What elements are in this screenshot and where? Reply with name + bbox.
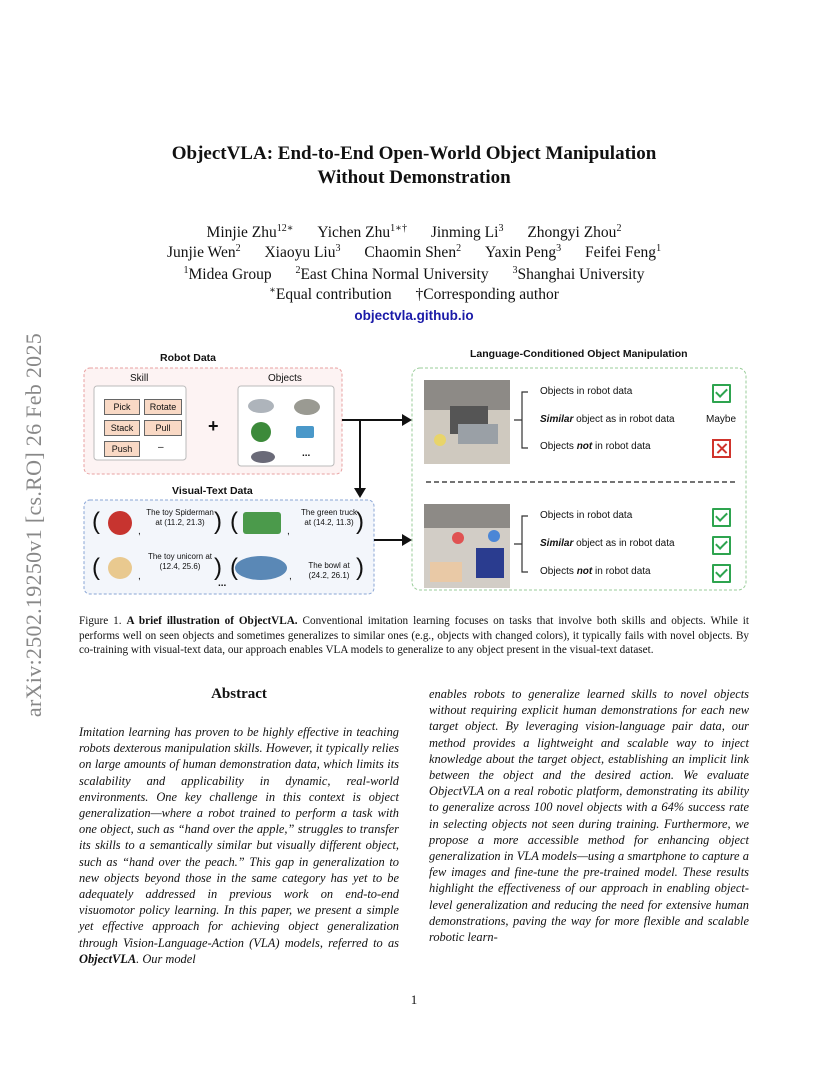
author: Chaomin Shen$^2$ [364, 243, 462, 262]
author: Yichen Zhu$^{1∗\dagger}$ [317, 223, 407, 242]
author: Jinming Li$^3$ [430, 223, 504, 242]
goggles-object [251, 451, 275, 463]
affiliation: $^1$Midea Group [183, 265, 272, 284]
bottom-row-3: Objects not in robot data [540, 566, 651, 577]
skill-dash: – [158, 442, 164, 453]
arrow-head-top [402, 414, 412, 426]
vt-ellipsis: ... [218, 578, 227, 589]
check-icon [712, 536, 731, 555]
check-icon [712, 384, 731, 403]
paper-title-line-1: ObjectVLA: End-to-End Open-World Object Manipulation [171, 143, 657, 164]
vt-comma: , [287, 526, 290, 537]
arrow-head-down [354, 488, 366, 498]
paper-title-line-2: Without Demonstration [317, 167, 511, 188]
vt-comma: , [289, 571, 292, 582]
paren-open: ( [230, 554, 238, 581]
author: Zhongyi Zhou$^2$ [527, 223, 622, 242]
check-icon [712, 564, 731, 583]
project-url-link[interactable]: objectvla.github.io [354, 308, 474, 323]
figure-connectors [0, 340, 828, 610]
skill-label: Skill [130, 373, 149, 384]
objects-box [238, 386, 334, 466]
vt-comma: , [138, 571, 141, 582]
paren-close: ) [214, 508, 222, 535]
figure-caption: Figure 1. A brief illustration of ObjectVLA. Conventional imitation learning focuses on tasks that involve both skills and objects. While it performs well on seen objects and sometimes generalizes to similar ones (e.g., objects with changed colors), it typically fails with novel objects. By co-training with visual-text data, our approach enables VLA models to generalize to any object present in the visual-text dataset. [79, 615, 750, 656]
truck-image [243, 512, 281, 534]
top-row-1: Objects in robot data [540, 386, 633, 397]
spiderman-image [108, 511, 132, 535]
visual-text-title: Visual-Text Data [172, 485, 253, 497]
unicorn-image [108, 557, 132, 579]
car-object [248, 399, 274, 413]
skill-pull: Pull [144, 420, 182, 436]
watermelon-object [251, 422, 271, 442]
paren-open: ( [92, 508, 100, 535]
skill-stack: Stack [104, 420, 140, 436]
page-number: 1 [410, 992, 418, 1007]
bowl-object [294, 399, 320, 415]
objects-label: Objects [268, 373, 302, 384]
vt-comma: , [138, 526, 141, 537]
author: Yaxin Peng$^3$ [484, 243, 562, 262]
robot-data-title: Robot Data [160, 352, 216, 364]
paren-open: ( [230, 508, 238, 535]
abstract-right-column: enables robots to generalize learned skills to novel objects without requiring explicit human demonstrations for each new target object. By leveraging vision-language pair data, our method provides a lightweight and scalable way to inject knowledge about the target object, establishing an implicit link between the object and the desired action. We evaluate ObjectVLA on a real robotic platform, demonstrating its ability to generalize across 100 novel objects with a 64% success rate in selecting objects not seen during training. Furthermore, we propose a more accessible method for enhancing object generalization in VLA models—using a smartphone to capture a few images and fine-tune the pre-trained model. These results highlight the effectiveness of our approach in enabling object-level generalization and reducing the need for extensive human demonstrations, paving the way for more flexible and scalable robotic learn- [429, 687, 749, 945]
arxiv-id: arXiv:2502.19250v1 [cs.RO] 26 Feb 2025 [21, 332, 46, 718]
abstract-heading: Abstract [211, 686, 267, 702]
abstract-left-column: Imitation learning has proven to be highly effective in teaching robots dexterous manipulation skills. However, it typically relies on large amounts of human demonstration data, which limits its scalability and applicability in dynamic, real-world environments. One key challenge in this context is object generalization—where a robot trained to perform a task with one object, such as “hand over the apple,” struggles to transfer its skills to a semantically similar but visually different object, such as “hand over the peach.” This gap in generalization to new objects beyond those in the same category has yet to be adequately addressed in previous work on end-to-end visuomotor policy learning. In this paper, we present a simple yet effective approach for achieving object generalization through Vision-Language-Action (VLA) models, referred to as ObjectVLA. Our model [79, 725, 399, 966]
bowl-image [235, 556, 287, 580]
bottom-row-1: Objects in robot data [540, 510, 633, 521]
skill-pick: Pick [104, 399, 140, 415]
lcom-title: Language-Conditioned Object Manipulation [470, 348, 688, 360]
vt-item-unicorn: The toy unicorn at (12.4, 25.6) [147, 552, 213, 571]
plus-sign: + [208, 416, 219, 436]
top-row-3: Objects not in robot data [540, 441, 651, 452]
author: Feifei Feng$^1$ [585, 243, 662, 262]
vt-item-bowl: The bowl at (24.2, 26.1) [308, 561, 350, 580]
objects-ellipsis: ... [302, 448, 311, 459]
vt-item-spiderman: The toy Spiderman at (11.2, 21.3) [146, 508, 214, 527]
author: Xiaoyu Liu$^3$ [264, 243, 341, 262]
paren-close: ) [356, 508, 364, 535]
author: Junjie Wen$^2$ [166, 243, 241, 262]
figure-1 [0, 340, 828, 610]
skill-rotate: Rotate [144, 399, 182, 415]
skill-push: Push [104, 441, 140, 457]
block-object [296, 426, 314, 438]
top-row-2: Similar object as in robot data [540, 414, 675, 425]
maybe-label: Maybe [706, 414, 737, 425]
affiliation: $^3$Shanghai University [512, 265, 645, 284]
bottom-row-2: Similar object as in robot data [540, 538, 675, 549]
arrow-head-bottom [402, 534, 412, 546]
cross-icon [712, 439, 731, 458]
affiliation: $^2$East China Normal University [295, 265, 489, 284]
author: Minjie Zhu$^{12∗}$ [206, 223, 294, 242]
author-notes [0, 280, 828, 305]
vt-item-truck: The green truck at (14.2, 11.3) [300, 508, 358, 527]
paren-close: ) [356, 554, 364, 581]
check-icon [712, 508, 731, 527]
corresponding-author-note: †Corresponding author [415, 286, 559, 304]
paren-open: ( [92, 554, 100, 581]
paren-close: ) [214, 554, 222, 581]
equal-contribution-note: ∗Equal contribution [269, 285, 392, 304]
